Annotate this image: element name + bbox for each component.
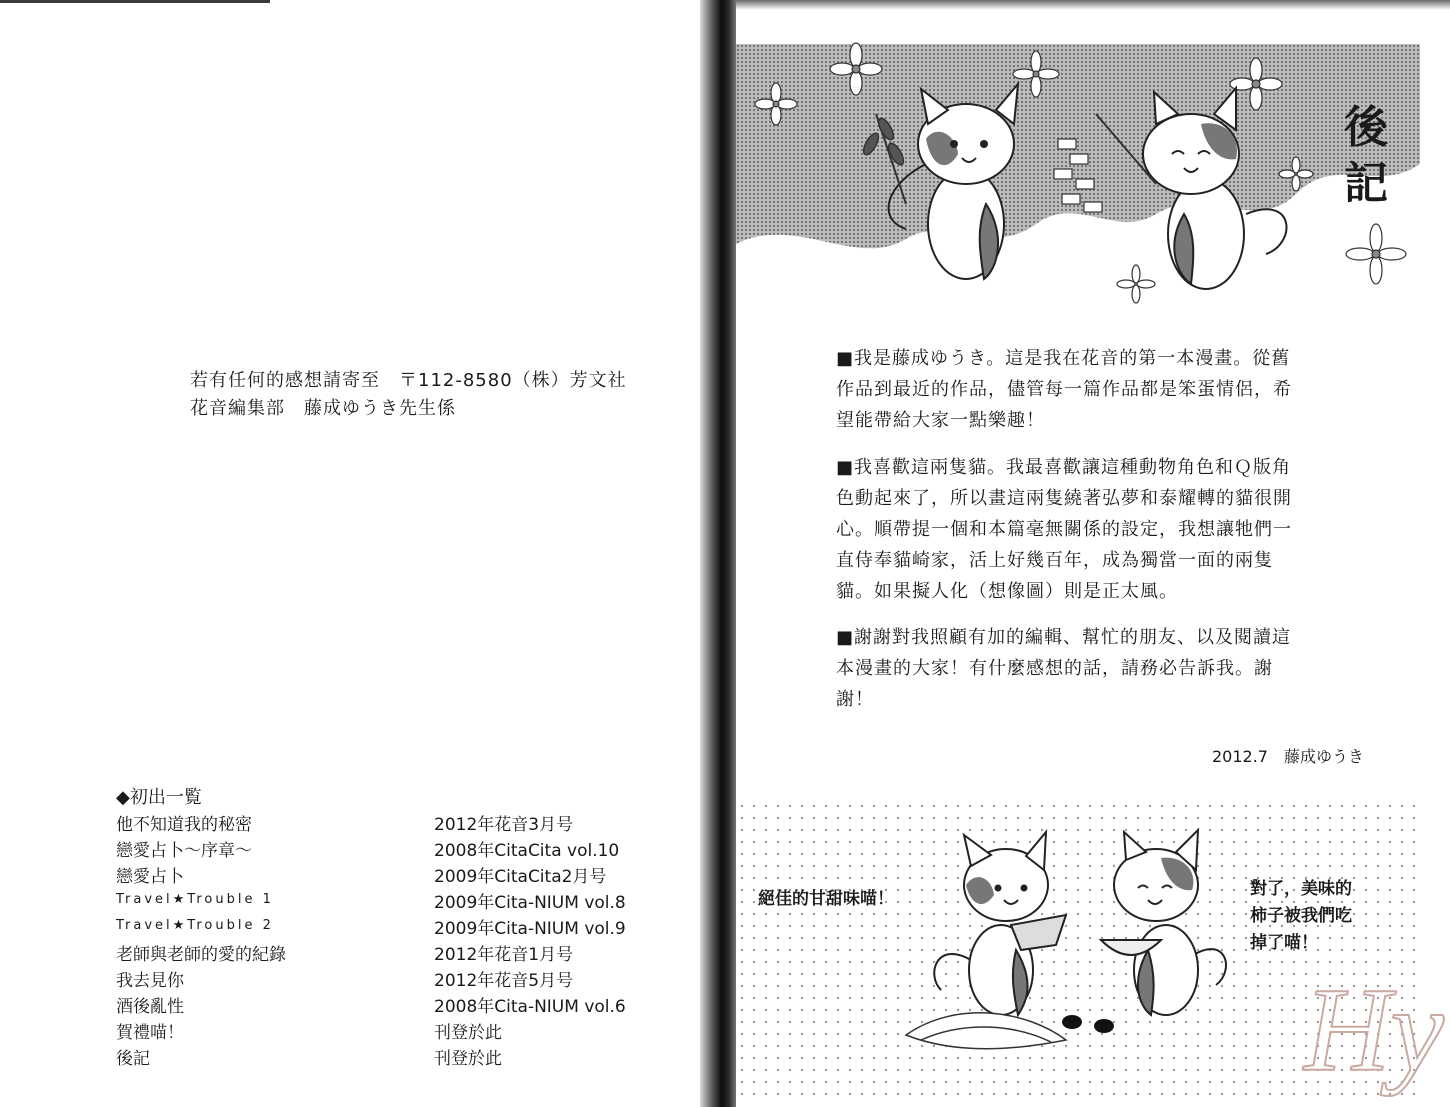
story-source: 2009年Cita-NIUM vol.8 xyxy=(434,893,626,913)
right-page xyxy=(736,0,1450,1107)
story-source: 2008年Cita-NIUM vol.6 xyxy=(434,997,626,1017)
story-title: Travel★Trouble 1 xyxy=(116,892,274,907)
story-title: 老師與老師的愛的紀錄 xyxy=(116,945,286,965)
story-title: 後記 xyxy=(116,1049,150,1069)
book-spine-shadow xyxy=(700,0,736,1107)
list-item xyxy=(116,966,676,992)
story-title: 他不知道我的秘密 xyxy=(116,815,252,835)
signoff: 2012.7 藤成ゆうき xyxy=(1212,747,1364,766)
top-rule xyxy=(0,0,270,3)
fan-mail-address xyxy=(190,367,627,423)
list-item xyxy=(116,1044,676,1070)
watermark: Hy xyxy=(1304,963,1444,1096)
speech-line: 對了，美味的 xyxy=(1250,879,1352,899)
list-item xyxy=(116,914,676,940)
list-item xyxy=(116,836,676,862)
story-source: 刊登於此 xyxy=(434,1049,502,1069)
story-title: 戀愛占卜～序章～ xyxy=(116,841,252,861)
list-item xyxy=(116,862,676,888)
list-item xyxy=(116,888,676,914)
speech-line: 柿子被我們吃 xyxy=(1250,906,1352,926)
list-item xyxy=(116,992,676,1018)
story-title: 賀禮喵！ xyxy=(116,1023,184,1043)
story-source: 2012年花音3月号 xyxy=(434,815,574,835)
afterword-paragraph: ■我是藤成ゆうき。這是我在花音的第一本漫畫。從舊作品到最近的作品，儘管每一篇作品都是笨蛋情侶，希望能帶給大家一點樂趣！ xyxy=(836,348,1292,431)
story-source: 2009年CitaCita2月号 xyxy=(434,867,607,887)
publication-list-title: ◆初出一覧 xyxy=(116,787,202,808)
story-title: 我去見你 xyxy=(116,971,184,991)
page-title xyxy=(1336,100,1396,212)
story-source: 2008年CitaCita vol.10 xyxy=(434,841,620,861)
left-page xyxy=(0,0,700,1107)
story-source: 2012年花音1月号 xyxy=(434,945,574,965)
story-source: 刊登於此 xyxy=(434,1023,502,1043)
story-title: Travel★Trouble 2 xyxy=(116,918,274,933)
story-source: 2012年花音5月号 xyxy=(434,971,574,991)
address-line: 若有任何的感想請寄至 〒112-8580（株）芳文社 xyxy=(190,370,627,391)
publication-list xyxy=(116,810,676,1070)
speech-bubble-right xyxy=(1250,876,1352,957)
story-source: 2009年Cita-NIUM vol.9 xyxy=(434,919,626,939)
speech-bubble-left: 絕佳的甘甜味喵！ xyxy=(758,889,894,909)
list-item xyxy=(116,940,676,966)
afterword-paragraph: ■謝謝對我照顧有加的編輯、幫忙的朋友、以及閱讀這本漫畫的大家！有什麼感想的話，請務必告訴我。謝謝！ xyxy=(836,627,1292,710)
address-line: 花音編集部 藤成ゆうき先生係 xyxy=(190,398,456,419)
story-title: 戀愛占卜 xyxy=(116,867,184,887)
list-item xyxy=(116,1018,676,1044)
scan-edge-shadow xyxy=(736,0,1450,10)
story-title: 酒後亂性 xyxy=(116,997,184,1017)
title-char: 記 xyxy=(1344,158,1388,209)
list-item xyxy=(116,810,676,836)
afterword-paragraph: ■我喜歡這兩隻貓。我最喜歡讓這種動物角色和Ｑ版角色動起來了，所以畫這兩隻繞著弘夢和泰耀轉的貓很開心。順帶提一個和本篇毫無關係的設定，我想讓牠們一直侍奉貓崎家，活上好幾百年，成為獨當一面的兩隻貓。如果擬人化（想像圖）則是正太風。 xyxy=(836,457,1292,602)
title-char: 後 xyxy=(1344,102,1388,153)
speech-line: 掉了喵！ xyxy=(1250,933,1318,953)
header-illustration xyxy=(736,44,1420,314)
